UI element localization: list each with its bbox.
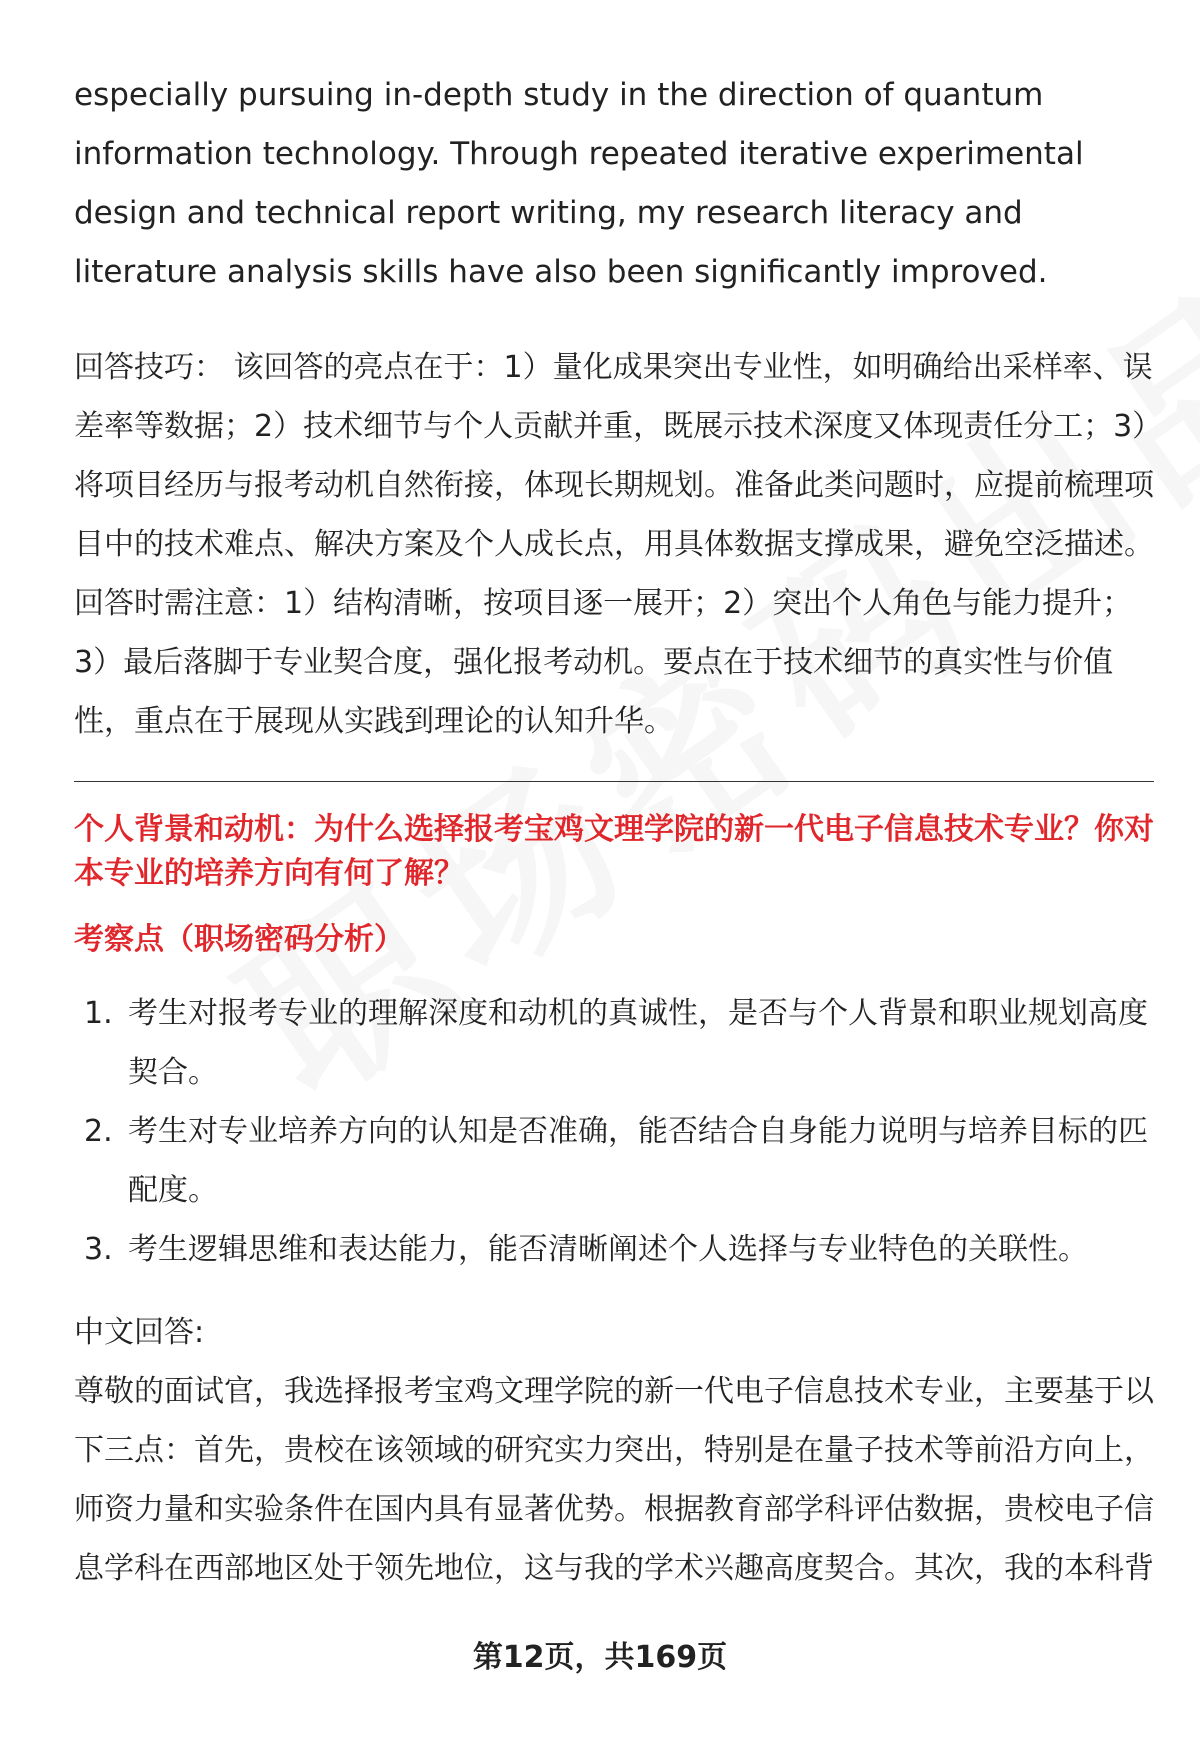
list-item	[74, 984, 1154, 1102]
list-text: 考生逻辑思维和表达能力，能否清晰阐述个人选择与专业特色的关联性。	[128, 1232, 1088, 1267]
answer-text: 尊敬的面试官，我选择报考宝鸡文理学院的新一代电子信息技术专业，主要基于以下三点：首先，贵校在该领域的研究实力突出，特别是在量子技术等前沿方向上，师资力量和实验条件在国内具有显著优势。根据教育部学科评估数据，贵校电子信息学科在西部地区处于领先地位，这与我的学术兴趣高度契合。其次，我的本科背	[74, 1374, 1154, 1586]
list-number: 3.	[84, 1232, 113, 1267]
list-number: 1.	[84, 996, 113, 1031]
page-number: 第12页，共169页	[472, 1640, 728, 1675]
list-number: 2.	[84, 1114, 113, 1149]
list-text: 考生对报考专业的理解深度和动机的真诚性，是否与个人背景和职业规划高度契合。	[128, 996, 1148, 1090]
list-text: 考生对专业培养方向的认知是否准确，能否结合自身能力说明与培养目标的匹配度。	[128, 1114, 1148, 1208]
list-item	[74, 1102, 1154, 1220]
list-item	[74, 1220, 1154, 1279]
page-content	[74, 66, 1154, 1598]
assessment-heading: 考察点（职场密码分析）	[74, 922, 404, 957]
answer-tips: 回答技巧： 该回答的亮点在于：1）量化成果突出专业性，如明确给出采样率、误差率等数据；2）技术细节与个人贡献并重，既展示技术深度又体现责任分工；3）将项目经历与报考动机自然衔接，体现长期规划。准备此类问题时，应提前梳理项目中的技术难点、解决方案及个人成长点，用具体数据支撑成果，避免空泛描述。回答时需注意：1）结构清晰，按项目逐一展开；2）突出个人角色与能力提升；3）最后落脚于专业契合度，强化报考动机。要点在于技术细节的真实性与价值性，重点在于展现从实践到理论的认知升华。	[74, 350, 1154, 739]
section-divider	[74, 781, 1154, 782]
english-paragraph: especially pursuing in-depth study in the direction of quantum information technology. Through repeated iterative experimental design and technical report writing, my research literacy and literature analysis skills have also been significantly improved.	[74, 77, 1084, 290]
question-title: 个人背景和动机：为什么选择报考宝鸡文理学院的新一代电子信息技术专业？你对本专业的培养方向有何了解？	[74, 812, 1154, 891]
assessment-points-list	[74, 984, 1154, 1279]
answer-label: 中文回答:	[74, 1315, 205, 1350]
